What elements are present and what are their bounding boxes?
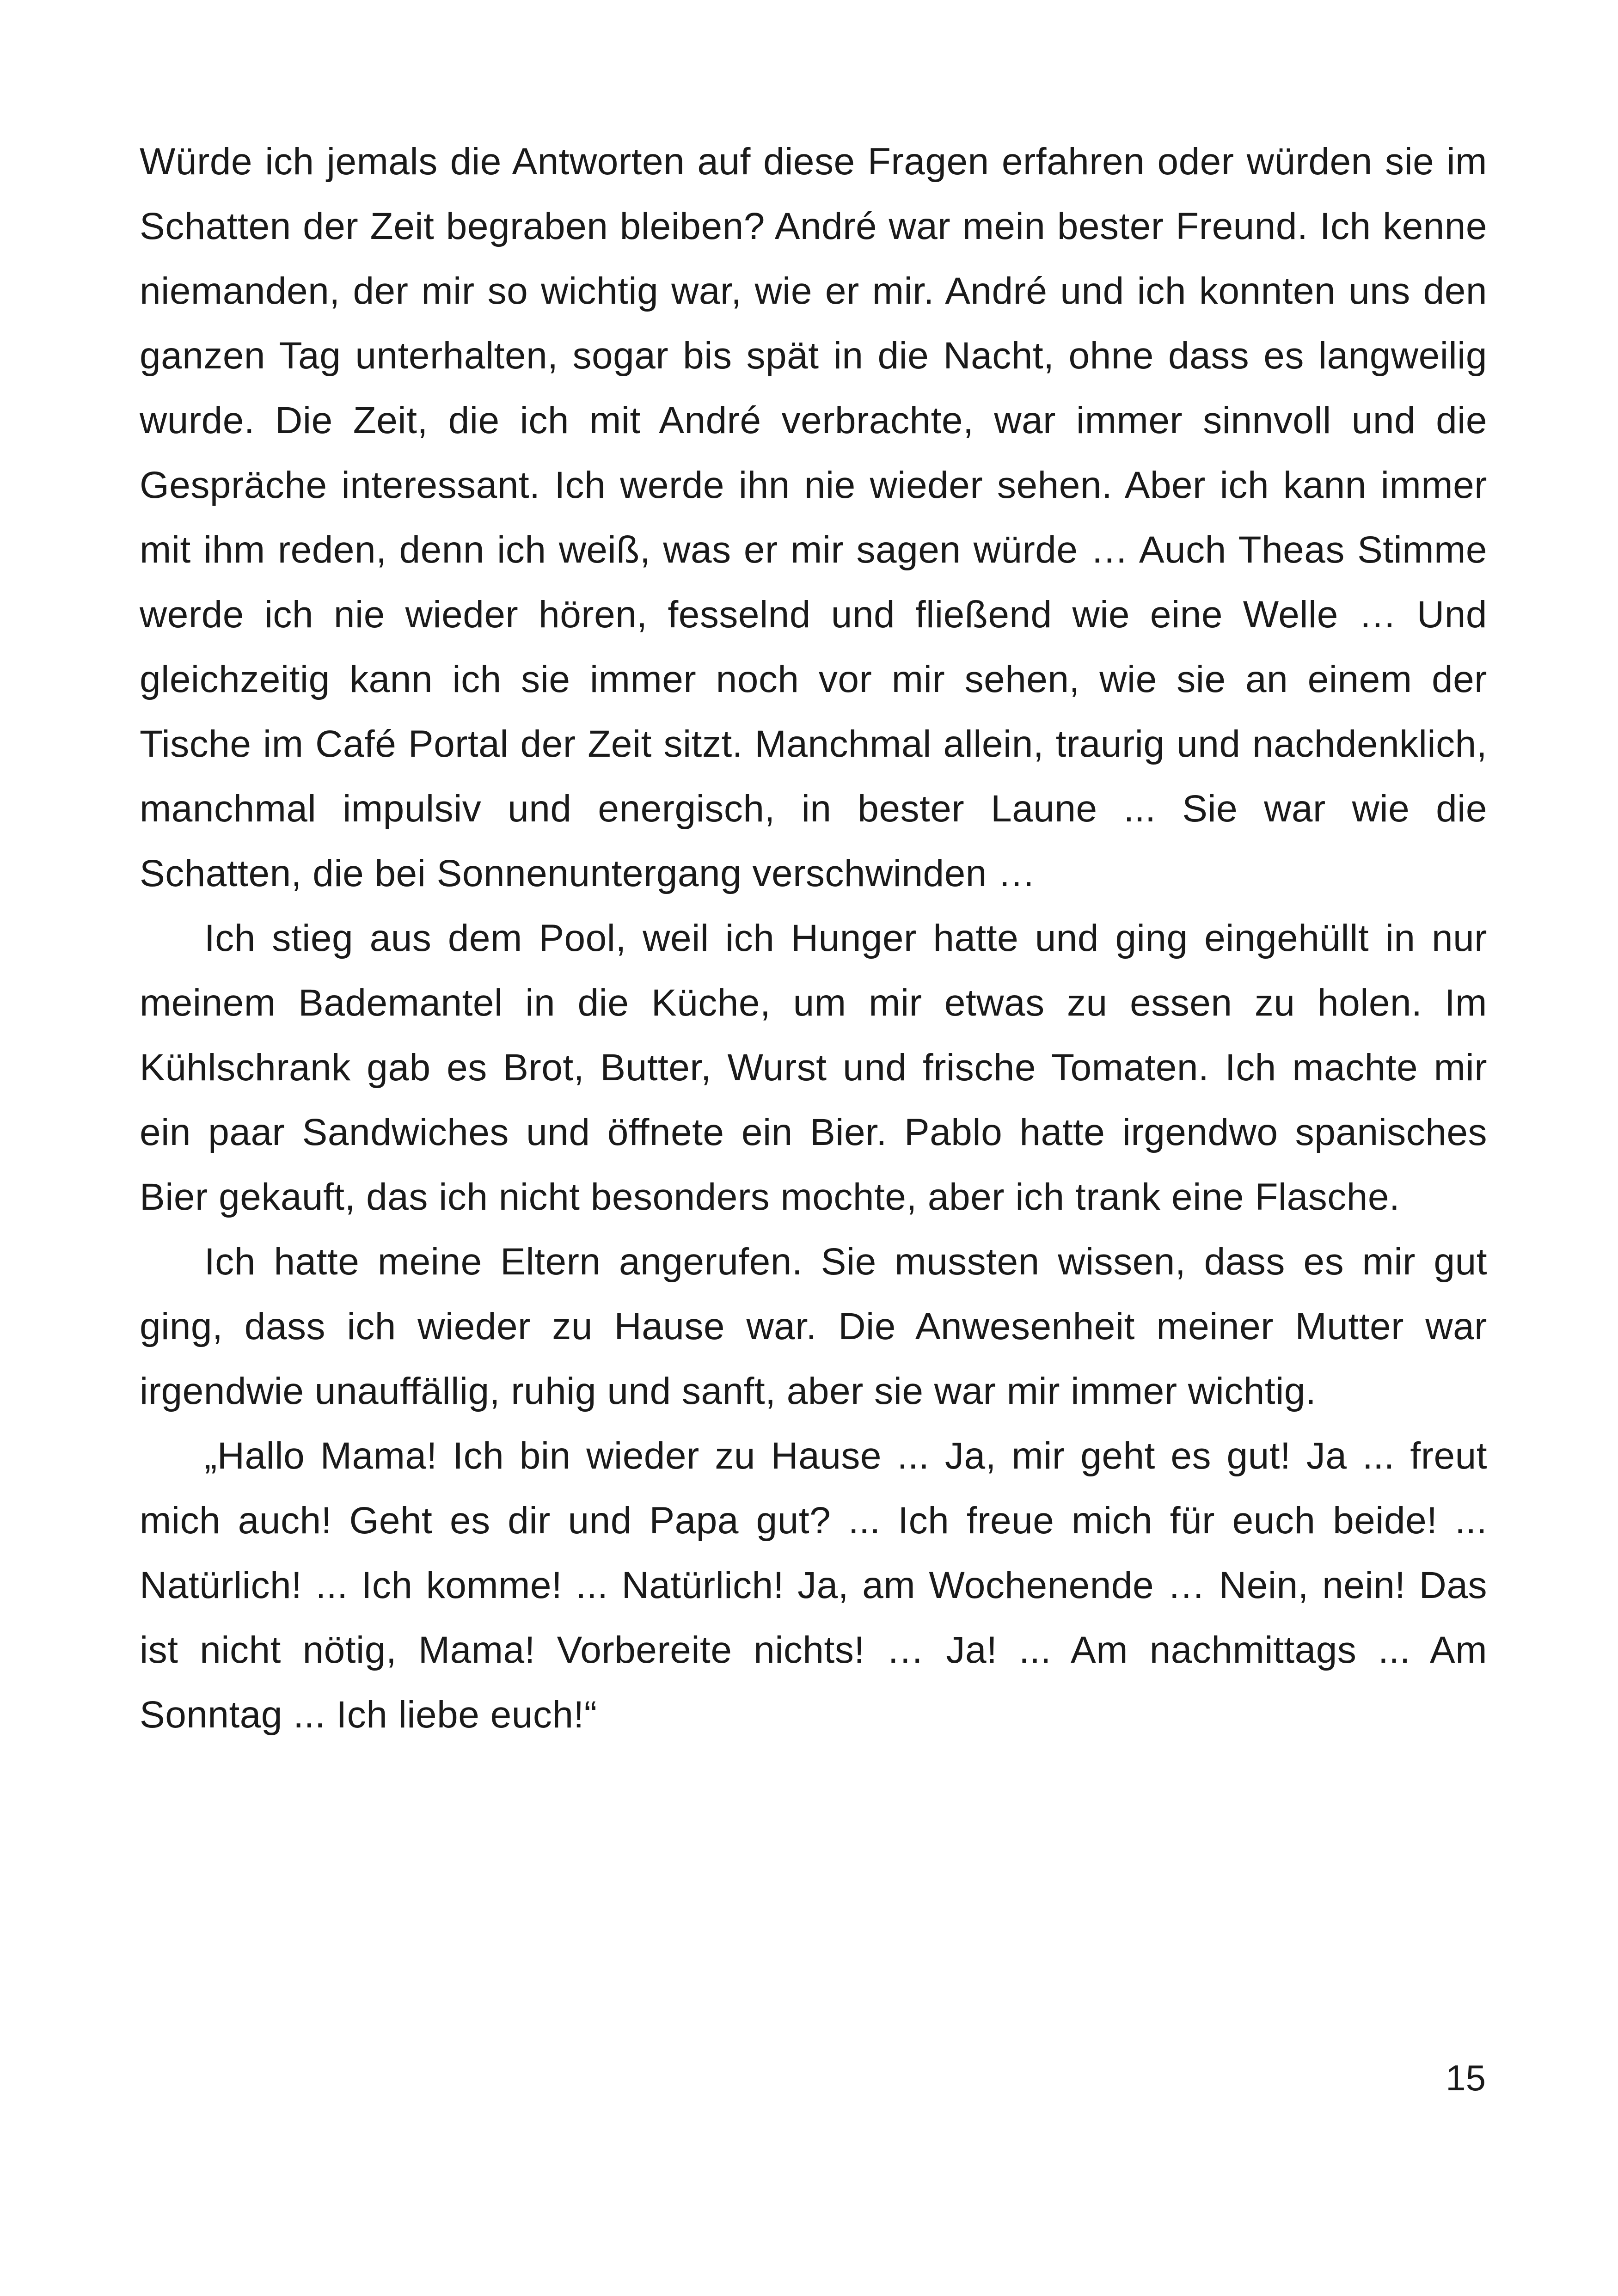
paragraph-4: „Hallo Mama! Ich bin wieder zu Hause ... Ja, mir geht es gut! Ja ... freut mich auch! Geht es dir und Papa gut? ... Ich freue mich für euch beide! ... Natürlich! ... Ich komme! ... Natürlich! Ja, am Wochenende … Nein, nein! Das ist nicht nötig, Mama! Vorbereite nichts! … Ja! ... Am nachmittags ... Am Sonntag ... Ich liebe euch!“ — [140, 1435, 1487, 1736]
paragraph-1: Würde ich jemals die Antworten auf diese Fragen erfahren oder würden sie im Schatten der Zeit begraben bleiben? André war mein bester Freund. Ich kenne niemanden, der mir so wichtig war, wie er mir. André und ich konnten uns den ganzen Tag unterhalten, sogar bis spät in die Nacht, ohne dass es langweilig wurde. Die Zeit, die ich mit André verbrachte, war immer sinnvoll und die Gespräche interessant. Ich werde ihn nie wieder sehen. Aber ich kann immer mit ihm reden, denn ich weiß, was er mir sagen würde … Auch Theas Stimme werde ich nie wieder hören, fesselnd und fließend wie eine Welle … Und gleichzeitig kann ich sie immer noch vor mir sehen, wie sie an einem der Tische im Café Portal der Zeit sitzt. Manchmal allein, traurig und nachdenklich, manchmal impulsiv und energisch, in bester Laune ... Sie war wie die Schatten, die bei Sonnenuntergang verschwinden … — [140, 141, 1487, 894]
body-text — [140, 129, 1487, 1747]
page-number: 15 — [1446, 2057, 1486, 2098]
paragraph-2: Ich stieg aus dem Pool, weil ich Hunger hatte und ging eingehüllt in nur meinem Bademantel in die Küche, um mir etwas zu essen zu holen. Im Kühlschrank gab es Brot, Butter, Wurst und frische Tomaten. Ich machte mir ein paar Sandwiches und öffnete ein Bier. Pablo hatte irgendwo spanisches Bier gekauft, das ich nicht besonders mochte, aber ich trank eine Flasche. — [140, 917, 1487, 1218]
paragraph-3: Ich hatte meine Eltern angerufen. Sie mussten wissen, dass es mir gut ging, dass ich wieder zu Hause war. Die Anwesenheit meiner Mutter war irgendwie unauffällig, ruhig und sanft, aber sie war mir immer wichtig. — [140, 1241, 1487, 1412]
